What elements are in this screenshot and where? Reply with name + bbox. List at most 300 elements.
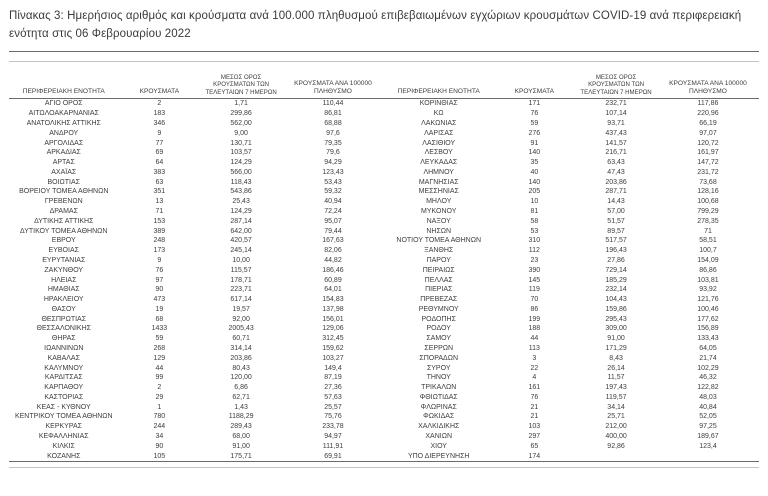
region-cell: ΠΡΕΒΕΖΑΣ [420, 296, 458, 304]
value-cell: 21 [530, 413, 539, 421]
region-cell: ΚΟΡΙΝΘΙΑΣ [419, 100, 458, 108]
value-cell: 437,43 [605, 129, 627, 137]
value-cell: 178,71 [230, 276, 252, 284]
value-cell: 223,71 [230, 286, 252, 294]
value-cell: 58 [530, 217, 539, 225]
value-cell: 799,29 [697, 208, 719, 216]
table-row [9, 412, 759, 422]
value-cell: 174 [528, 452, 541, 460]
region-cell: ΡΕΘΥΜΝΟΥ [418, 305, 459, 313]
region-cell: ΣΑΜΟΥ [426, 335, 452, 343]
value-cell: 314,14 [230, 344, 252, 352]
value-cell: 205 [528, 188, 541, 196]
value-cell: 196,43 [605, 247, 627, 255]
value-cell: 113 [528, 344, 540, 352]
value-cell: 92,86 [607, 442, 625, 450]
region-cell: ΧΙΟΥ [430, 442, 447, 450]
value-cell: 40,84 [699, 403, 717, 411]
region-cell: ΑΙΤΩΛΟΑΚΑΡΝΑΝΙΑΣ [28, 110, 99, 118]
value-cell: 287,14 [230, 217, 252, 225]
table-row [9, 99, 759, 109]
value-cell: 69,91 [324, 452, 342, 460]
table-row [9, 344, 759, 354]
value-cell: 1 [157, 403, 162, 411]
value-cell: 1433 [151, 325, 168, 333]
value-cell: 19,57 [232, 305, 250, 313]
value-cell: 71 [704, 227, 712, 235]
value-cell: 154,83 [322, 296, 344, 304]
col-header-avg7-left: ΜΕΣΟΣ ΟΡΟΣ ΚΡΟΥΣΜΑΤΩΝ ΤΩΝ ΤΕΛΕΥΤΑΙΩΝ 7 ΗΜΕΡΩΝ [200, 62, 282, 99]
col-header-per100k-left: ΚΡΟΥΣΜΑΤΑ ΑΝΑ 100000 ΠΛΗΘΥΣΜΟ [282, 62, 384, 99]
region-cell: ΤΗΝΟΥ [426, 374, 451, 382]
value-cell: 149,4 [324, 364, 342, 372]
value-cell: 86 [530, 305, 539, 313]
value-cell: 87,19 [324, 374, 342, 382]
region-cell: ΚΙΛΚΙΣ [52, 442, 75, 450]
value-cell: 76 [530, 110, 539, 118]
value-cell: 94,97 [324, 433, 342, 441]
value-cell: 297 [528, 433, 541, 441]
value-cell: 517,57 [605, 237, 627, 245]
region-cell: ΚΩ [433, 110, 444, 118]
region-cell: ΝΗΣΩΝ [426, 227, 452, 235]
table-row [9, 148, 759, 158]
value-cell [657, 452, 759, 462]
table-row [9, 256, 759, 266]
region-cell: ΦΘΙΩΤΙΔΑΣ [419, 393, 458, 401]
value-cell: 44 [530, 335, 539, 343]
value-cell: 171 [528, 100, 541, 108]
value-cell: 63,43 [607, 159, 625, 167]
table-row [9, 295, 759, 305]
value-cell: 13 [155, 198, 164, 206]
value-cell: 79,35 [324, 139, 342, 147]
value-cell: 97,6 [326, 129, 340, 137]
value-cell: 23 [530, 256, 539, 264]
region-cell: ΒΟΙΩΤΙΑΣ [47, 178, 80, 186]
value-cell: 119,57 [605, 393, 627, 401]
value-cell: 90 [155, 286, 164, 294]
value-cell: 70 [530, 296, 539, 304]
table-row [9, 227, 759, 237]
value-cell: 103,27 [322, 354, 344, 362]
value-cell: 21 [530, 403, 539, 411]
region-cell: ΓΡΕΒΕΝΩΝ [44, 198, 83, 206]
value-cell: 175,71 [230, 452, 252, 460]
region-cell: ΠΙΕΡΙΑΣ [425, 286, 453, 294]
value-cell: 120,00 [230, 374, 252, 382]
value-cell: 566,00 [230, 168, 252, 176]
value-cell: 130,71 [230, 139, 252, 147]
region-cell: ΛΑΡΙΣΑΣ [424, 129, 454, 137]
value-cell: 156,89 [697, 325, 719, 333]
value-cell: 400,00 [605, 433, 627, 441]
region-cell: ΦΩΚΙΔΑΣ [423, 413, 455, 421]
value-cell: 1,43 [234, 403, 248, 411]
value-cell: 159,62 [322, 344, 344, 352]
table-row [9, 334, 759, 344]
value-cell: 64,05 [699, 344, 717, 352]
region-cell: ΔΡΑΜΑΣ [49, 208, 78, 216]
value-cell: 89,57 [607, 227, 625, 235]
region-cell: ΣΠΟΡΑΔΩΝ [419, 354, 459, 362]
value-cell: 100,68 [697, 198, 719, 206]
value-cell: 232,14 [605, 286, 627, 294]
value-cell: 86,86 [699, 266, 717, 274]
value-cell: 100,7 [699, 247, 717, 255]
value-cell: 203,86 [605, 178, 627, 186]
value-cell: 103,81 [697, 276, 719, 284]
value-cell: 123,43 [322, 168, 344, 176]
value-cell: 4 [532, 374, 537, 382]
value-cell: 124,29 [230, 208, 252, 216]
value-cell: 312,45 [322, 335, 344, 343]
value-cell: 9 [157, 129, 162, 137]
value-cell: 11,57 [607, 374, 625, 382]
region-cell: ΔΥΤΙΚΟΥ ΤΟΜΕΑ ΑΘΗΝΩΝ [20, 227, 108, 235]
region-cell: ΑΝΔΡΟΥ [49, 129, 79, 137]
table-row [9, 285, 759, 295]
region-cell: ΖΑΚΥΝΘΟΥ [44, 266, 84, 274]
value-cell: 299,86 [230, 110, 252, 118]
table-row [9, 187, 759, 197]
region-cell: ΚΑΡΔΙΤΣΑΣ [44, 374, 83, 382]
value-cell: 34 [155, 433, 164, 441]
covid-region-table [9, 62, 759, 463]
region-cell: ΗΡΑΚΛΕΙΟΥ [43, 296, 84, 304]
value-cell: 53 [530, 227, 539, 235]
table-row [9, 354, 759, 364]
table-row [9, 246, 759, 256]
table-row [9, 315, 759, 325]
value-cell: 73,68 [699, 178, 717, 186]
value-cell: 27,86 [607, 256, 625, 264]
table-row [9, 364, 759, 374]
value-cell: 69 [155, 149, 164, 157]
value-cell: 93,71 [607, 120, 625, 128]
region-cell: ΑΡΤΑΣ [52, 159, 75, 167]
region-cell: ΜΕΣΣΗΝΙΑΣ [418, 188, 459, 196]
region-cell: ΠΕΛΛΑΣ [424, 276, 453, 284]
value-cell: 64,01 [324, 286, 342, 294]
value-cell: 21,74 [699, 354, 717, 362]
region-cell: ΧΑΝΙΩΝ [425, 433, 453, 441]
table-row [9, 197, 759, 207]
value-cell: 389 [153, 227, 166, 235]
region-cell: ΡΟΔΟΠΗΣ [421, 315, 456, 323]
value-cell: 93,92 [699, 286, 717, 294]
value-cell: 310 [528, 237, 541, 245]
region-cell: ΕΥΒΟΙΑΣ [48, 247, 79, 255]
region-cell: ΚΕΑΣ - ΚΥΘΝΟΥ [36, 403, 91, 411]
value-cell: 97 [155, 276, 164, 284]
col-header-region-right: ΠΕΡΙΦΕΡΕΙΑΚΗ ΕΝΟΤΗΤΑ [384, 62, 494, 99]
value-cell: 58,51 [699, 237, 717, 245]
region-cell: ΛΑΣΙΘΙΟΥ [422, 139, 456, 147]
value-cell: 2005,43 [228, 325, 254, 333]
value-cell: 99 [155, 374, 164, 382]
region-cell: ΑΧΑΪΑΣ [51, 168, 77, 176]
region-cell: ΑΡΚΑΔΙΑΣ [46, 149, 81, 157]
table-row [9, 452, 759, 462]
value-cell: 40,94 [324, 198, 342, 206]
value-cell: 35 [530, 159, 539, 167]
value-cell: 9,00 [234, 129, 248, 137]
value-cell: 103,57 [230, 149, 252, 157]
value-cell: 729,14 [605, 266, 627, 274]
region-cell: ΤΡΙΚΑΛΩΝ [421, 384, 457, 392]
value-cell: 1,71 [234, 100, 248, 108]
region-cell: ΕΒΡΟΥ [51, 237, 76, 245]
region-cell: ΚΕΝΤΡΙΚΟΥ ΤΟΜΕΑ ΑΘΗΝΩΝ [14, 413, 113, 421]
value-cell: 145 [528, 276, 541, 284]
table-row [9, 178, 759, 188]
value-cell: 34,14 [607, 403, 625, 411]
table-body [9, 99, 759, 462]
value-cell: 154,09 [697, 256, 719, 264]
value-cell: 102,29 [697, 364, 719, 372]
value-cell: 119 [528, 286, 540, 294]
col-header-region-left: ΠΕΡΙΦΕΡΕΙΑΚΗ ΕΝΟΤΗΤΑ [9, 62, 119, 99]
value-cell: 95,07 [324, 217, 342, 225]
value-cell: 91 [530, 139, 539, 147]
value-cell: 25,71 [607, 413, 625, 421]
region-cell: ΞΑΝΘΗΣ [424, 247, 454, 255]
region-cell: ΑΡΓΟΛΙΔΑΣ [44, 139, 84, 147]
value-cell: 115,57 [230, 266, 252, 274]
value-cell: 233,78 [322, 423, 344, 431]
value-cell: 105 [153, 452, 166, 460]
region-cell: ΦΛΩΡΙΝΑΣ [420, 403, 457, 411]
value-cell: 52,05 [699, 413, 717, 421]
value-cell: 100,46 [697, 305, 719, 313]
value-cell: 57,63 [324, 393, 342, 401]
value-cell: 248 [153, 237, 166, 245]
value-cell: 40 [530, 168, 539, 176]
value-cell: 76 [155, 266, 164, 274]
region-cell: ΑΝΑΤΟΛΙΚΗΣ ΑΤΤΙΚΗΣ [26, 120, 101, 128]
region-cell: ΡΟΔΟΥ [426, 325, 451, 333]
region-cell: ΜΗΛΟΥ [426, 198, 452, 206]
table-row [9, 158, 759, 168]
value-cell: 161,97 [697, 149, 719, 157]
value-cell: 642,00 [230, 227, 252, 235]
table-row [9, 276, 759, 286]
region-cell: ΣΥΡΟΥ [426, 364, 451, 372]
value-cell: 77 [155, 139, 164, 147]
region-cell: ΠΕΙΡΑΙΩΣ [422, 266, 455, 274]
value-cell: 76 [530, 393, 539, 401]
region-cell: ΚΑΡΠΑΘΟΥ [44, 384, 84, 392]
value-cell: 107,14 [605, 110, 627, 118]
region-cell: ΜΥΚΟΝΟΥ [421, 208, 457, 216]
value-cell: 120,72 [697, 139, 719, 147]
value-cell: 57,00 [607, 208, 625, 216]
value-cell: 167,63 [322, 237, 344, 245]
region-cell: ΚΑΣΤΟΡΙΑΣ [44, 393, 84, 401]
value-cell: 147,72 [697, 159, 719, 167]
value-cell: 103 [528, 423, 541, 431]
value-cell: 63 [155, 178, 164, 186]
value-cell: 140 [528, 149, 541, 157]
table-title: Πίνακας 3: Ημερήσιος αριθμός και κρούσματα ανά 100.000 πληθυσμού επιβεβαιωμένων εγχώριων κρουσμάτων COVID-19 ανά περιφερειακή ενότητα στις 06 Φεβρουαρίου 2022 [9, 10, 742, 40]
title-divider [9, 51, 759, 52]
value-cell: 47,43 [607, 168, 625, 176]
table-row [9, 168, 759, 178]
table-row [9, 109, 759, 119]
region-cell: ΕΥΡΥΤΑΝΙΑΣ [42, 256, 86, 264]
table-row [9, 305, 759, 315]
value-cell: 72,24 [324, 208, 342, 216]
table-row [9, 373, 759, 383]
value-cell: 420,57 [230, 237, 252, 245]
value-cell: 289,43 [230, 423, 252, 431]
value-cell: 46,32 [699, 374, 717, 382]
region-cell: ΗΜΑΘΙΑΣ [47, 286, 80, 294]
region-cell: ΒΟΡΕΙΟΥ ΤΟΜΕΑ ΑΘΗΝΩΝ [19, 188, 109, 196]
col-header-cases-right: ΚΡΟΥΣΜΑΤΑ [493, 62, 575, 99]
value-cell: 245,14 [230, 247, 252, 255]
value-cell: 171,29 [605, 344, 627, 352]
table-row [9, 422, 759, 432]
table-row [9, 383, 759, 393]
value-cell: 140 [528, 178, 541, 186]
region-cell: ΛΕΥΚΑΔΑΣ [420, 159, 458, 167]
region-cell: ΚΕΦΑΛΛΗΝΙΑΣ [38, 433, 89, 441]
value-cell: 137,98 [322, 305, 344, 313]
value-cell: 189,67 [697, 433, 719, 441]
value-cell: 48,03 [699, 393, 717, 401]
value-cell [575, 452, 657, 462]
value-cell: 122,82 [697, 384, 719, 392]
region-cell: ΛΑΚΩΝΙΑΣ [421, 120, 457, 128]
region-cell: ΣΕΡΡΩΝ [424, 344, 454, 352]
value-cell: 81 [530, 208, 539, 216]
value-cell: 64 [155, 159, 164, 167]
value-cell: 82,06 [324, 247, 342, 255]
value-cell: 2 [157, 384, 162, 392]
value-cell: 780 [153, 413, 166, 421]
value-cell: 124,29 [230, 159, 252, 167]
region-cell: ΧΑΛΚΙΔΙΚΗΣ [418, 423, 460, 431]
value-cell: 1188,29 [228, 413, 254, 421]
value-cell: 9 [157, 256, 162, 264]
table-row [9, 129, 759, 139]
value-cell: 90 [155, 442, 164, 450]
region-cell: ΘΕΣΠΡΩΤΙΑΣ [41, 315, 87, 323]
value-cell: 220,96 [697, 110, 719, 118]
value-cell: 68,88 [324, 120, 342, 128]
table-row [9, 324, 759, 334]
value-cell: 129,06 [322, 325, 344, 333]
value-cell: 51,57 [607, 217, 625, 225]
value-cell: 68,00 [232, 433, 250, 441]
value-cell: 185,29 [605, 276, 627, 284]
region-cell: ΘΗΡΑΣ [51, 335, 76, 343]
table-header [9, 62, 759, 99]
value-cell: 92,00 [232, 315, 250, 323]
region-cell: ΘΑΣΟΥ [51, 305, 76, 313]
value-cell: 8,43 [609, 354, 623, 362]
value-cell: 19 [155, 305, 164, 313]
value-cell: 617,14 [230, 296, 252, 304]
value-cell: 129 [153, 354, 166, 362]
region-cell: ΔΥΤΙΚΗΣ ΑΤΤΙΚΗΣ [34, 217, 94, 225]
value-cell: 80,43 [232, 364, 250, 372]
value-cell: 53,43 [324, 178, 342, 186]
region-cell: ΚΑΒΑΛΑΣ [47, 354, 80, 362]
value-cell: 309,00 [605, 325, 627, 333]
value-cell: 295,43 [605, 315, 627, 323]
region-cell: ΗΛΕΙΑΣ [51, 276, 77, 284]
value-cell: 10,00 [232, 256, 250, 264]
value-cell: 188 [528, 325, 541, 333]
value-cell: 212,00 [605, 423, 627, 431]
value-cell: 562,00 [230, 120, 252, 128]
value-cell: 543,86 [230, 188, 252, 196]
col-header-cases-left: ΚΡΟΥΣΜΑΤΑ [119, 62, 201, 99]
value-cell: 110,44 [322, 100, 344, 108]
table-row [9, 393, 759, 403]
value-cell: 59 [155, 335, 164, 343]
region-cell: ΚΕΡΚΥΡΑΣ [45, 423, 82, 431]
value-cell: 351 [153, 188, 166, 196]
value-cell: 159,86 [605, 305, 627, 313]
region-cell: ΜΑΓΝΗΣΙΑΣ [418, 178, 459, 186]
value-cell: 79,44 [324, 227, 342, 235]
table-row [9, 217, 759, 227]
value-cell: 390 [528, 266, 541, 274]
value-cell: 383 [153, 168, 166, 176]
table-row [9, 139, 759, 149]
value-cell: 133,43 [697, 335, 719, 343]
value-cell: 186,46 [322, 266, 344, 274]
table-row [9, 403, 759, 413]
value-cell: 276 [528, 129, 541, 137]
table-row [9, 266, 759, 276]
value-cell: 117,86 [697, 100, 719, 108]
table-row [9, 236, 759, 246]
value-cell: 60,71 [232, 335, 250, 343]
value-cell: 59,32 [324, 188, 342, 196]
value-cell: 10 [530, 198, 539, 206]
value-cell: 118,43 [230, 178, 252, 186]
region-cell: ΛΕΣΒΟΥ [424, 149, 453, 157]
value-cell: 2 [157, 100, 162, 108]
value-cell: 3 [532, 354, 537, 362]
value-cell: 231,72 [697, 168, 719, 176]
value-cell: 97,07 [699, 129, 717, 137]
value-cell: 346 [153, 120, 166, 128]
value-cell: 91,00 [232, 442, 250, 450]
region-cell: ΛΗΜΝΟΥ [423, 168, 454, 176]
value-cell: 65 [530, 442, 539, 450]
value-cell: 25,57 [324, 403, 342, 411]
value-cell: 27,36 [324, 384, 342, 392]
value-cell: 473 [153, 296, 166, 304]
region-cell: ΚΟΖΑΝΗΣ [47, 452, 81, 460]
region-cell: ΝΟΤΙΟΥ ΤΟΜΕΑ ΑΘΗΝΩΝ [396, 237, 482, 245]
value-cell: 128,16 [697, 188, 719, 196]
value-cell: 97,25 [699, 423, 717, 431]
value-cell: 278,35 [697, 217, 719, 225]
value-cell: 112 [528, 247, 540, 255]
table-row [9, 442, 759, 452]
value-cell: 62,71 [232, 393, 250, 401]
value-cell: 59 [530, 120, 539, 128]
value-cell: 183 [153, 110, 166, 118]
value-cell: 29 [155, 393, 164, 401]
